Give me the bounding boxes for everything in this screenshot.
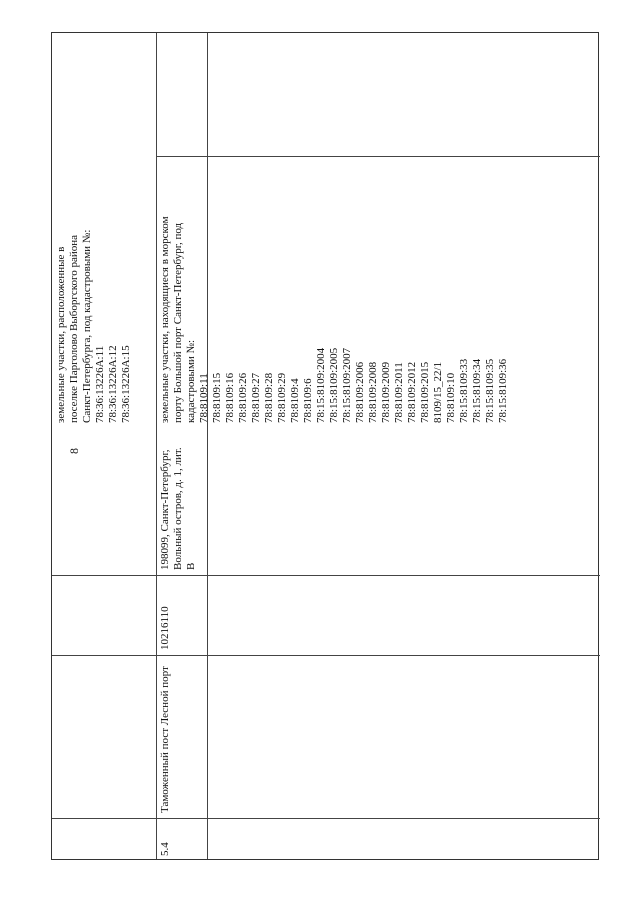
cadastral-number: 78:36:13226А:15 xyxy=(120,345,132,423)
territory-line: Санкт-Петербурга, под кадастровыми №: xyxy=(81,229,93,423)
address-cell xyxy=(159,445,198,570)
territory-seaport-cell xyxy=(159,153,510,423)
cadastral-number: 78:8109:15 xyxy=(211,372,223,423)
row-divider xyxy=(52,818,600,819)
cadastral-number: 78:15:8109:2007 xyxy=(341,347,353,423)
cadastral-number: 78:8109:6 xyxy=(302,378,314,423)
cadastral-number: 78:15:8109:2005 xyxy=(328,347,340,423)
cadastral-number: 78:15:8109:35 xyxy=(484,358,496,423)
cadastral-number: 78:8109:2008 xyxy=(367,361,379,423)
cadastral-number: 78:8109:26 xyxy=(237,372,249,423)
cadastral-number: 78:15:8109:34 xyxy=(471,358,483,423)
cadastral-number: 78:8109:16 xyxy=(224,372,236,423)
cadastral-number: 78:8109:2006 xyxy=(354,361,366,423)
cadastral-number: 78:8109:2012 xyxy=(406,361,418,423)
customs-code-cell: 10216110 xyxy=(159,606,171,650)
territory-line: порту Большой порт Санкт-Петербург, под xyxy=(172,222,184,423)
cadastral-number: 78:36:13226А:11 xyxy=(94,345,106,423)
cadastral-number: 78:15:8109:2004 xyxy=(315,347,327,423)
page-number: 8 xyxy=(67,448,81,454)
cadastral-number: 78:8109:4 xyxy=(289,378,301,423)
cadastral-number: 78:8109:28 xyxy=(263,372,275,423)
cadastral-number: 78:8109:2011 xyxy=(393,362,405,423)
territory-line: земельные участки, расположенные в xyxy=(55,246,67,423)
row-number-cell: 5.4 xyxy=(159,842,171,856)
territory-line: земельные участки, находящиеся в морском xyxy=(159,216,171,423)
cadastral-number: 78:8109:29 xyxy=(276,372,288,423)
cadastral-number: 78:15:8109:36 xyxy=(497,358,509,423)
cadastral-number: 78:8109:2015 xyxy=(419,361,431,423)
cadastral-number: 78:8109:11 xyxy=(198,373,210,423)
address-text: 198099, Санкт-Петербург, Вольный остров, д. 1, лит. В xyxy=(159,447,197,570)
customs-post-name-cell xyxy=(159,663,172,813)
row-divider xyxy=(52,655,600,656)
cadastral-number: 78:8109:10 xyxy=(445,372,457,423)
territory-line: кадастровыми №: xyxy=(185,339,197,423)
cadastral-number: 8109/15_22/1 xyxy=(432,361,444,423)
territory-parkgolovo-cell xyxy=(55,153,133,423)
cadastral-number: 78:8109:2009 xyxy=(380,361,392,423)
customs-post-name-text: Таможенный пост Лесной порт xyxy=(159,666,171,813)
row-divider xyxy=(52,575,600,576)
cadastral-number: 78:36:13226А:12 xyxy=(107,345,119,423)
cadastral-number: 78:15:8109:33 xyxy=(458,358,470,423)
territory-line: поселке Парголово Выборгского района xyxy=(68,234,80,423)
cadastral-number: 78:8109:27 xyxy=(250,372,262,423)
document-table xyxy=(51,32,599,860)
